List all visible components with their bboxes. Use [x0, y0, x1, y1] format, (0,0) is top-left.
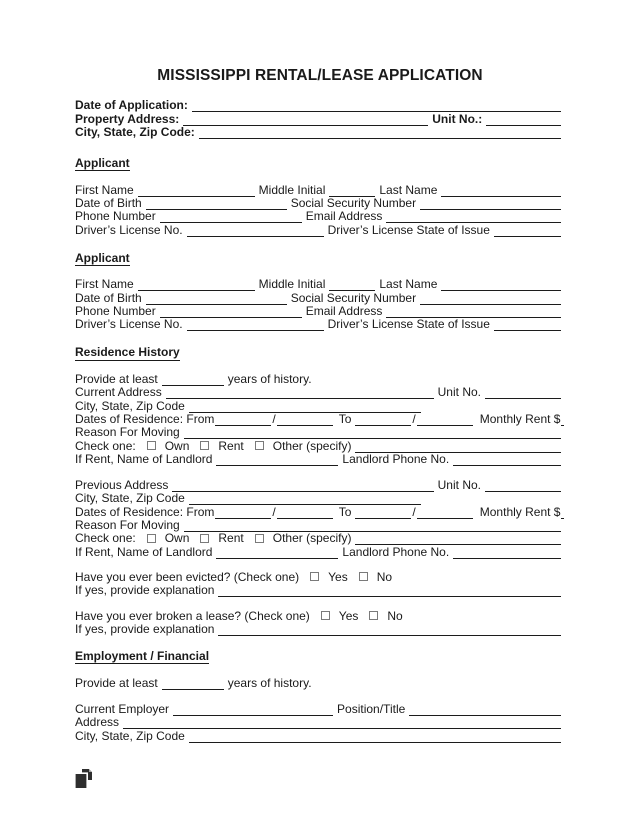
rent-label: Rent	[218, 438, 244, 453]
date-of-birth-label: Date of Birth	[75, 195, 142, 210]
residence-years-row	[75, 373, 565, 386]
if-rent-landlord-label: If Rent, Name of Landlord	[75, 544, 213, 559]
applicant-2-section	[75, 278, 565, 331]
dates-of-residence-label: Dates of Residence: From	[75, 504, 215, 519]
drivers-license-no-blank[interactable]	[187, 227, 324, 237]
unit-no-blank[interactable]	[486, 116, 561, 126]
current-address-row	[75, 386, 565, 399]
previous-reason-row	[75, 519, 565, 532]
last-name-label: Last Name	[379, 277, 438, 292]
provide-at-least-label: Provide at least	[75, 675, 158, 690]
own-checkbox[interactable]	[147, 534, 156, 543]
first-name-label: First Name	[75, 277, 134, 292]
previous-address-blank[interactable]	[172, 482, 433, 492]
to-label: To	[338, 411, 352, 426]
position-title-label: Position/Title	[337, 701, 406, 716]
employment-years-block	[75, 676, 565, 689]
city-state-zip-blank[interactable]	[189, 495, 421, 505]
rent-label: Rent	[218, 531, 244, 546]
employer-address-blank[interactable]	[123, 719, 561, 729]
previous-address-row	[75, 479, 565, 492]
own-label: Own	[164, 531, 190, 546]
city-state-zip-label: City, State, Zip Code	[75, 728, 185, 743]
property-address-label: Property Address:	[75, 111, 180, 126]
phone-label: Phone Number	[75, 209, 156, 224]
no-label: No	[376, 569, 393, 584]
employment-financial-heading-text: Employment / Financial	[75, 648, 210, 663]
years-of-history-blank[interactable]	[162, 680, 224, 690]
to-month-blank[interactable]	[355, 416, 411, 426]
applicant-2-license-row	[75, 318, 565, 331]
broken-lease-explanation-blank[interactable]	[218, 626, 561, 636]
property-address-blank[interactable]	[183, 116, 428, 126]
middle-initial-label: Middle Initial	[258, 277, 326, 292]
if-yes-explanation-label: If yes, provide explanation	[75, 583, 215, 598]
monthly-rent-label: Monthly Rent $	[479, 504, 561, 519]
other-specify-label: Other (specify)	[272, 531, 352, 546]
slash: /	[272, 411, 276, 426]
evicted-no-checkbox[interactable]	[359, 572, 368, 581]
city-state-zip-row	[75, 126, 565, 139]
slash: /	[412, 504, 416, 519]
years-of-history-label: years of history.	[227, 372, 312, 387]
slash: /	[412, 411, 416, 426]
applicant-1-section	[75, 183, 565, 236]
drivers-license-state-label: Driver’s License State of Issue	[327, 222, 490, 237]
applicant-2-name-row	[75, 278, 565, 291]
current-employer-blank[interactable]	[173, 706, 333, 716]
residence-current-section	[75, 373, 565, 466]
previous-check-one-row	[75, 532, 565, 545]
evicted-explanation-row	[75, 584, 565, 597]
landlord-name-blank[interactable]	[216, 549, 338, 559]
current-address-blank[interactable]	[166, 389, 434, 399]
other-specify-label: Other (specify)	[272, 438, 352, 453]
property-address-row	[75, 112, 565, 125]
to-year-blank[interactable]	[417, 416, 473, 426]
city-state-zip-label: City, State, Zip Code	[75, 398, 185, 413]
rent-checkbox[interactable]	[200, 441, 209, 450]
applicant-2-heading-text: Applicant	[75, 250, 130, 265]
years-of-history-blank[interactable]	[162, 376, 224, 386]
from-year-blank[interactable]	[277, 416, 333, 426]
current-address-label: Current Address	[75, 385, 162, 400]
first-name-blank[interactable]	[138, 281, 255, 291]
residence-history-heading-text: Residence History	[75, 345, 180, 360]
landlord-phone-label: Landlord Phone No.	[342, 544, 450, 559]
drivers-license-state-label: Driver’s License State of Issue	[327, 317, 490, 332]
date-of-application-blank[interactable]	[192, 102, 561, 112]
middle-initial-label: Middle Initial	[258, 182, 326, 197]
phone-label: Phone Number	[75, 303, 156, 318]
if-rent-landlord-label: If Rent, Name of Landlord	[75, 451, 213, 466]
drivers-license-no-label: Driver’s License No.	[75, 222, 183, 237]
applicant-2-dob-row	[75, 291, 565, 304]
reason-for-moving-label: Reason For Moving	[75, 518, 180, 533]
last-name-blank[interactable]	[441, 281, 561, 291]
rent-checkbox[interactable]	[200, 534, 209, 543]
ssn-blank[interactable]	[420, 200, 561, 210]
evicted-question-block	[75, 571, 565, 598]
monthly-rent-blank[interactable]	[561, 509, 564, 519]
previous-city-state-zip-row	[75, 492, 565, 505]
drivers-license-no-blank[interactable]	[187, 321, 324, 331]
employer-address-row	[75, 716, 565, 729]
drivers-license-no-label: Driver’s License No.	[75, 317, 183, 332]
employer-city-state-zip-blank[interactable]	[189, 733, 561, 743]
current-employer-row	[75, 703, 565, 716]
broken-lease-no-checkbox[interactable]	[369, 611, 378, 620]
applicant-1-phone-row	[75, 210, 565, 223]
employment-financial-heading	[75, 649, 565, 664]
ssn-label: Social Security Number	[290, 195, 417, 210]
own-label: Own	[164, 438, 190, 453]
from-year-blank[interactable]	[277, 509, 333, 519]
applicant-1-name-row	[75, 183, 565, 196]
unit-no-label: Unit No.	[437, 478, 481, 493]
date-of-birth-blank[interactable]	[146, 200, 287, 210]
legal-templates-logo-icon	[73, 769, 93, 790]
email-label: Email Address	[305, 303, 383, 318]
reason-for-moving-label: Reason For Moving	[75, 425, 180, 440]
yes-label: Yes	[328, 569, 348, 584]
yes-label: Yes	[338, 608, 359, 623]
current-dates-row	[75, 413, 565, 426]
address-label: Address	[75, 715, 120, 730]
ssn-blank[interactable]	[420, 295, 561, 305]
city-state-zip-blank[interactable]	[199, 129, 561, 139]
unit-no-label: Unit No.	[437, 385, 481, 400]
evicted-yes-checkbox[interactable]	[310, 572, 319, 581]
previous-dates-row	[75, 505, 565, 518]
applicant-1-heading-text: Applicant	[75, 155, 130, 170]
header-block	[75, 99, 565, 139]
broken-lease-question-block	[75, 609, 565, 636]
previous-landlord-row	[75, 545, 565, 558]
evicted-question-row	[75, 571, 565, 584]
date-of-birth-blank[interactable]	[146, 295, 287, 305]
other-checkbox[interactable]	[255, 534, 264, 543]
current-employer-label: Current Employer	[75, 701, 170, 716]
drivers-license-state-blank[interactable]	[494, 321, 561, 331]
previous-address-label: Previous Address	[75, 478, 169, 493]
position-title-blank[interactable]	[409, 706, 561, 716]
employer-city-state-zip-row	[75, 729, 565, 742]
to-month-blank[interactable]	[355, 509, 411, 519]
years-of-history-label: years of history.	[227, 675, 312, 690]
evicted-explanation-blank[interactable]	[218, 587, 561, 597]
no-label: No	[387, 608, 403, 623]
slash: /	[272, 504, 276, 519]
broken-lease-yes-checkbox[interactable]	[321, 611, 330, 620]
email-label: Email Address	[305, 209, 383, 224]
broken-lease-question-row	[75, 609, 565, 622]
last-name-label: Last Name	[379, 182, 438, 197]
ssn-label: Social Security Number	[290, 290, 417, 305]
landlord-phone-label: Landlord Phone No.	[342, 451, 450, 466]
provide-at-least-label: Provide at least	[75, 372, 158, 387]
date-of-birth-label: Date of Birth	[75, 290, 142, 305]
dates-of-residence-label: Dates of Residence: From	[75, 411, 215, 426]
current-landlord-row	[75, 453, 565, 466]
monthly-rent-blank[interactable]	[561, 416, 564, 426]
residence-history-heading	[75, 345, 565, 360]
applicant-1-heading	[75, 156, 565, 171]
employment-years-row	[75, 676, 565, 689]
employment-section	[75, 703, 565, 743]
landlord-phone-blank[interactable]	[453, 456, 561, 466]
unit-no-blank[interactable]	[485, 482, 561, 492]
first-name-blank[interactable]	[138, 187, 255, 197]
city-state-zip-blank[interactable]	[189, 403, 421, 413]
applicant-2-phone-row	[75, 305, 565, 318]
to-label: To	[338, 504, 352, 519]
drivers-license-state-blank[interactable]	[494, 227, 561, 237]
date-of-application-label: Date of Application:	[75, 98, 188, 113]
date-of-application-row	[75, 99, 565, 112]
other-checkbox[interactable]	[255, 441, 264, 450]
current-reason-row	[75, 426, 565, 439]
current-city-state-zip-row	[75, 399, 565, 412]
check-one-label: Check one:	[75, 531, 136, 546]
from-month-blank[interactable]	[215, 509, 271, 519]
monthly-rent-label: Monthly Rent $	[479, 411, 561, 426]
current-check-one-row	[75, 439, 565, 452]
applicant-2-heading	[75, 251, 565, 266]
landlord-phone-blank[interactable]	[453, 549, 561, 559]
unit-no-blank[interactable]	[485, 389, 561, 399]
unit-no-label: Unit No.:	[432, 111, 483, 126]
to-year-blank[interactable]	[417, 509, 473, 519]
page-title: MISSISSIPPI RENTAL/LEASE APPLICATION	[157, 67, 483, 84]
check-one-label: Check one:	[75, 438, 136, 453]
applicant-1-license-row	[75, 223, 565, 236]
applicant-1-dob-row	[75, 197, 565, 210]
city-state-zip-label: City, State, Zip Code	[75, 491, 185, 506]
city-state-zip-label: City, State, Zip Code:	[75, 124, 195, 139]
first-name-label: First Name	[75, 182, 134, 197]
broken-lease-explanation-row	[75, 623, 565, 636]
own-checkbox[interactable]	[147, 441, 156, 450]
broken-lease-question-label: Have you ever broken a lease? (Check one)	[75, 608, 310, 623]
last-name-blank[interactable]	[441, 187, 561, 197]
from-month-blank[interactable]	[215, 416, 271, 426]
evicted-question-label: Have you ever been evicted? (Check one)	[75, 569, 300, 584]
landlord-name-blank[interactable]	[216, 456, 338, 466]
residence-previous-section	[75, 479, 565, 559]
if-yes-explanation-label: If yes, provide explanation	[75, 621, 215, 636]
